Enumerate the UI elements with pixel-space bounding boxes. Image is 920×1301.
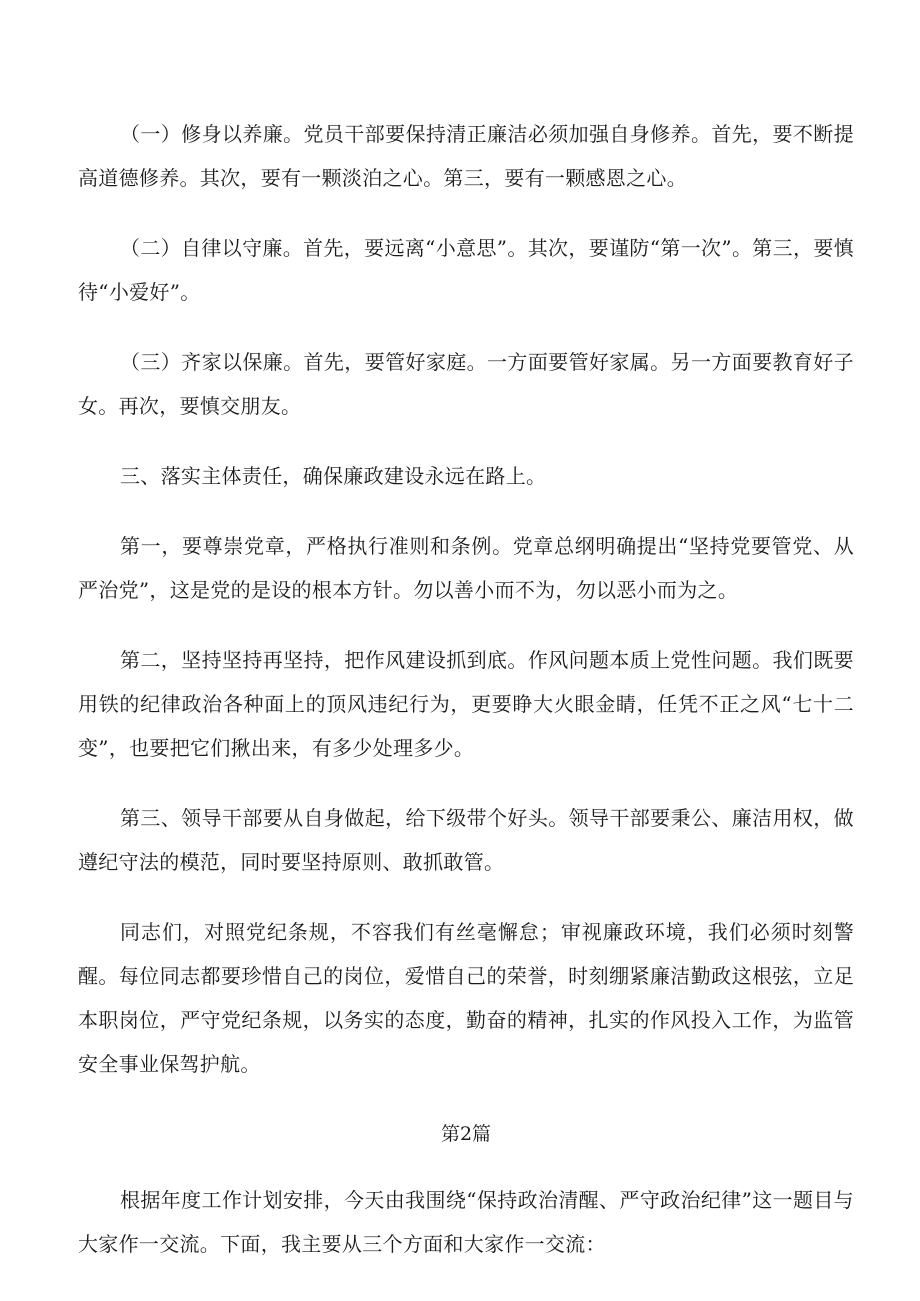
paragraph-comrades-closing: 同志们，对照党纪条规，不容我们有丝毫懈怠；审视廉政环境，我们必须时刻警醒。每位同志都要珍惜自己的岗位，爱惜自己的荣誉，时刻绷紧廉洁勤政这根弦，立足本职岗位，严守党纪条规，以务实的态度，勤奋的精神，扎实的作风投入工作，为监管安全事业保驾护航。 bbox=[78, 920, 854, 1076]
paragraph-third-leaders: 第三、领导干部要从自身做起，给下级带个好头。领导干部要秉公、廉洁用权，做遵纪守法的模范，同时要坚持原则、敢抓敢管。 bbox=[78, 806, 854, 874]
paragraph-self-discipline: （二）自律以守廉。首先，要远离“小意思”。其次，要谨防“第一次”。第三，要慎待“小爱好”。 bbox=[78, 236, 854, 304]
section-heading-three: 三、落实主体责任，确保廉政建设永远在路上。 bbox=[120, 464, 547, 488]
paragraph-first-party-constitution: 第一，要尊崇党章，严格执行准则和条例。党章总纲明确提出“坚持党要管党、从严治党”，这是党的是设的根本方针。勿以善小而不为，勿以恶小而为之。 bbox=[78, 534, 854, 602]
paragraph-family-integrity: （三）齐家以保廉。首先，要管好家庭。一方面要管好家属。另一方面要教育好子女。再次，要慎交朋友。 bbox=[78, 350, 854, 418]
paragraph-cultivate-integrity: （一）修身以养廉。党员干部要保持清正廉洁必须加强自身修养。首先，要不断提高道德修养。其次，要有一颗淡泊之心。第三，要有一颗感恩之心。 bbox=[78, 122, 854, 190]
paragraph-part2-intro: 根据年度工作计划安排，今天由我围绕“保持政治清醒、严守政治纪律”这一题目与大家作一交流。下面，我主要从三个方面和大家作一交流： bbox=[78, 1188, 854, 1256]
section-title-part-2: 第2篇 bbox=[440, 1123, 492, 1145]
paragraph-second-work-style: 第二，坚持坚持再坚持，把作风建设抓到底。作风问题本质上党性问题。我们既要用铁的纪律政治各种面上的顶风违纪行为，更要睁大火眼金睛，任凭不正之风“七十二变”，也要把它们揪出来，有多少处理多少。 bbox=[78, 648, 854, 760]
